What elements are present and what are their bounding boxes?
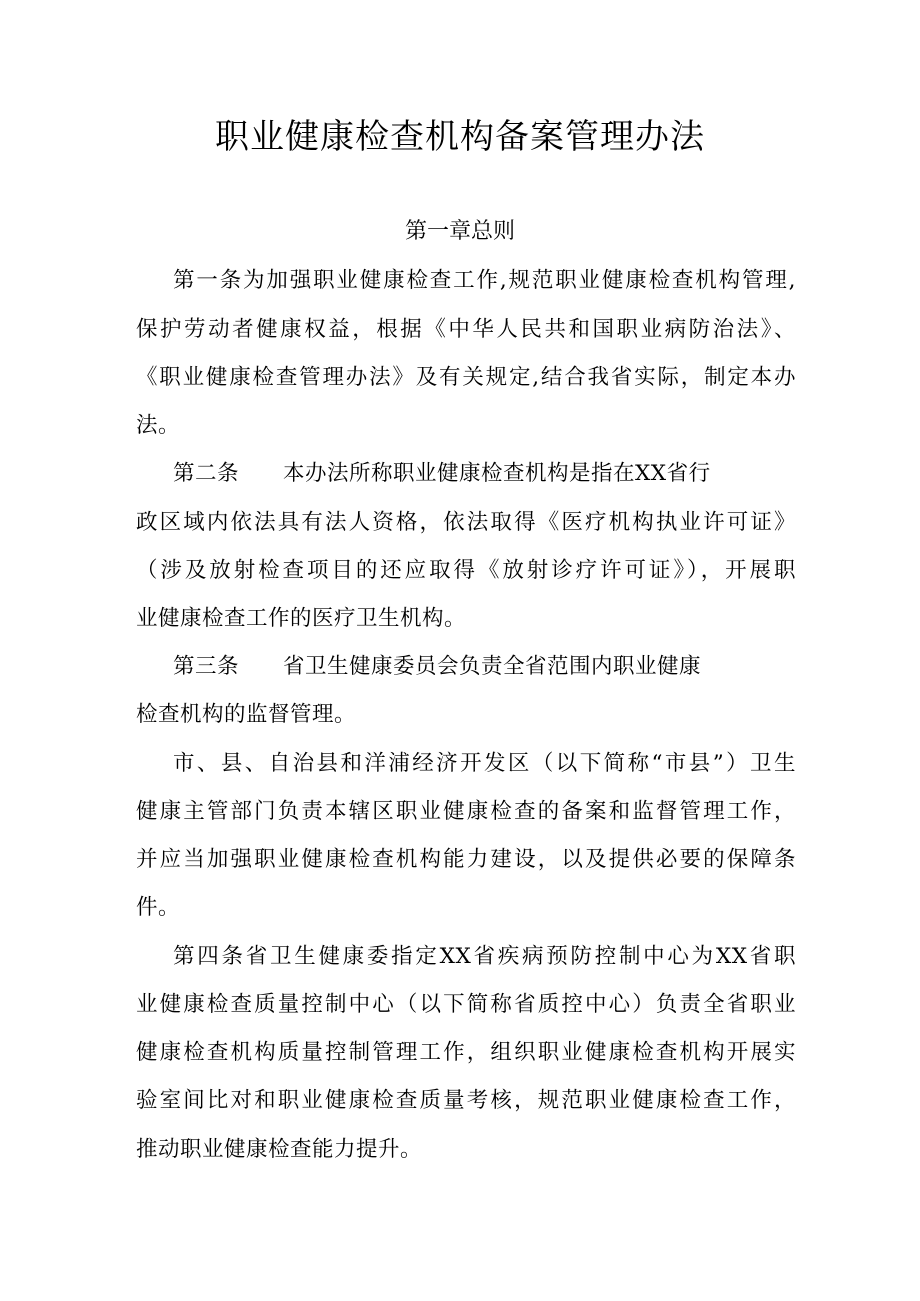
article-3-para-2-line-1: 市、县、自治县和洋浦经济开发区（以下简称“市县”）卫生: [173, 751, 796, 776]
article-3-line-2: 检查机构的监督管理。: [136, 702, 357, 727]
article-1-line-3: 《职业健康检查管理办法》及有关规定,结合我省实际，制定本办: [136, 365, 796, 390]
chapter-heading: 第一章总则: [404, 219, 515, 244]
article-4-line-2: 业健康检查质量控制中心（以下简称省质控中心）负责全省职业: [136, 992, 796, 1017]
article-3-para-2-line-4: 件。: [136, 895, 181, 920]
article-4-line-5: 推动职业健康检查能力提升。: [136, 1137, 423, 1162]
article-2-line-4: 业健康检查工作的医疗卫生机构。: [136, 606, 467, 631]
document-title: 职业健康检查机构备案管理办法: [215, 117, 705, 157]
article-4-line-3: 健康检查机构质量控制管理工作，组织职业健康检查机构开展实: [136, 1040, 796, 1065]
article-1-line-2: 保护劳动者健康权益，根据《中华人民共和国职业病防治法》、: [136, 317, 796, 342]
article-3-line-1: 第三条 省卫生健康委员会负责全省范围内职业健康: [173, 654, 702, 679]
article-2-line-3: （涉及放射检查项目的还应取得《放射诊疗许可证》），开展职: [136, 558, 796, 583]
article-4-line-4: 验室间比对和职业健康检查质量考核，规范职业健康检查工作，: [136, 1088, 796, 1113]
article-1-line-1: 第一条为加强职业健康检查工作,规范职业健康检查机构管理,: [173, 268, 796, 293]
article-3-para-2-line-2: 健康主管部门负责本辖区职业健康检查的备案和监督管理工作，: [136, 799, 796, 824]
article-2-line-1: 第二条 本办法所称职业健康检查机构是指在XX省行: [173, 461, 711, 486]
article-3-para-2-line-3: 并应当加强职业健康检查机构能力建设，以及提供必要的保障条: [136, 847, 796, 872]
article-1-line-4: 法。: [136, 413, 181, 438]
article-4-line-1: 第四条省卫生健康委指定XX省疾病预防控制中心为XX省职: [173, 944, 796, 969]
article-2-line-2: 政区域内依法具有法人资格，依法取得《医疗机构执业许可证》: [136, 510, 796, 535]
